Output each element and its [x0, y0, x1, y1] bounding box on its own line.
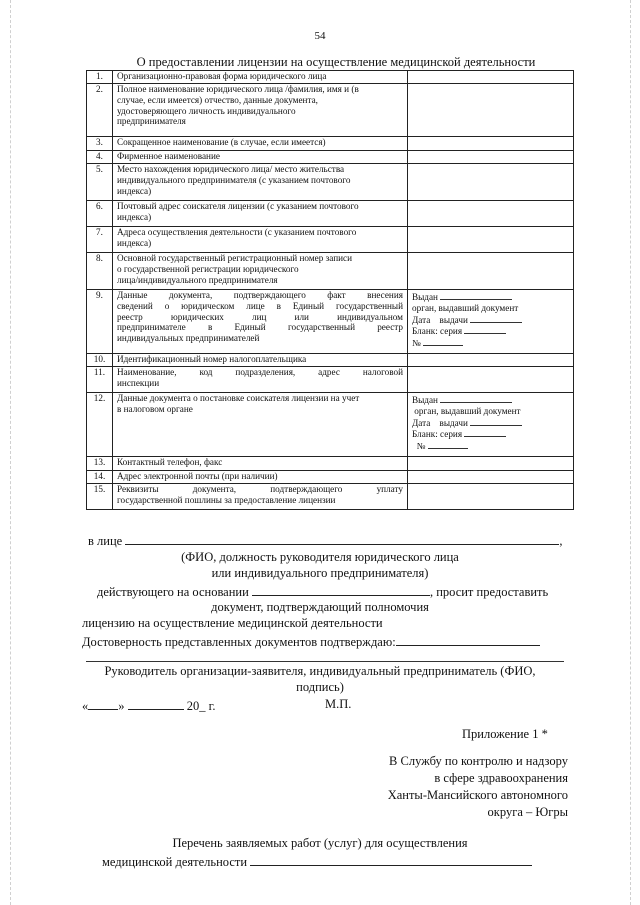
- row-label: Идентификационный номер налогоплательщика: [113, 354, 408, 367]
- row-value-cell[interactable]: [408, 484, 574, 510]
- row-number: 3.: [87, 137, 113, 151]
- addressee-line-2: в сфере здравоохранения: [434, 771, 568, 785]
- issued-field[interactable]: [440, 394, 512, 403]
- row-number: 8.: [87, 253, 113, 290]
- row-number: 10.: [87, 354, 113, 367]
- addressee-line-1: В Службу по контролю и надзору: [389, 754, 568, 768]
- row-label: Адреса осуществления деятельности (с указанием почтового индекса): [113, 227, 408, 253]
- row-label: Основной государственный регистрационный номер записи о государственной регистрации юридического лица/индивидуального предпринимателя: [113, 253, 408, 290]
- row-number: 12.: [87, 393, 113, 457]
- row-number: 4.: [87, 151, 113, 164]
- table-row: [87, 164, 574, 201]
- day-field[interactable]: [88, 697, 118, 710]
- row-value-cell[interactable]: [408, 253, 574, 290]
- table-row: [87, 484, 574, 510]
- row-value-cell[interactable]: [408, 201, 574, 227]
- row-value-cell[interactable]: [408, 151, 574, 164]
- license-line: лицензию на осуществление медицинской деятельности: [82, 616, 383, 630]
- basis-document-field[interactable]: [252, 583, 430, 596]
- table-row: [87, 471, 574, 484]
- scan-edge-left: [10, 0, 11, 905]
- in-person-line: в лице ,: [88, 534, 563, 548]
- table-row: [87, 227, 574, 253]
- addressee-line-4: округа – Югры: [487, 805, 568, 819]
- scan-edge-right: [630, 0, 631, 905]
- row-value-cell[interactable]: [408, 457, 574, 471]
- row-label: Фирменное наименование: [113, 151, 408, 164]
- document-number-field[interactable]: [428, 440, 468, 449]
- stamp-mark: М.П.: [325, 697, 352, 711]
- services-list-title: Перечень заявляемых работ (услуг) для осуществления: [172, 836, 468, 850]
- row-label: Данные документа о постановке соискателя лицензии на учет в налоговом органе: [113, 393, 408, 457]
- signature-rule[interactable]: [86, 661, 564, 662]
- row-number: 7.: [87, 227, 113, 253]
- confirm-field[interactable]: [396, 633, 540, 646]
- confirm-line: Достоверность представленных документов подтверждаю:: [82, 633, 540, 650]
- row-value-cell[interactable]: [408, 71, 574, 84]
- table-row: [87, 137, 574, 151]
- row-value-cell[interactable]: [408, 354, 574, 367]
- row-number: 11.: [87, 367, 113, 393]
- form-series-field[interactable]: [464, 428, 506, 437]
- doc-caption: документ, подтверждающий полномочия: [211, 600, 429, 614]
- row-label: Данные документа, подтверждающего факт внесения сведений о юридическом лице в Единый государственный реестр юридических лиц или индивидуальном предпринимателе в Единый государственный реестр индивидуальных предпринимателей: [113, 290, 408, 354]
- row-label: Организационно-правовая форма юридического лица: [113, 71, 408, 84]
- date-line: « » 20_ г.: [82, 699, 216, 713]
- application-form-table: [86, 70, 574, 510]
- services-list-title-2-line: медицинской деятельности: [102, 853, 532, 870]
- row-number: 13.: [87, 457, 113, 471]
- document-number-field[interactable]: [423, 337, 463, 346]
- table-row: [87, 84, 574, 137]
- row-label: Адрес электронной почты (при наличии): [113, 471, 408, 484]
- row-value-cell[interactable]: [408, 84, 574, 137]
- signer-caption-2: подпись): [296, 680, 344, 694]
- addressee-line-3: Ханты-Мансийского автономного: [387, 788, 568, 802]
- issue-date-field[interactable]: [470, 314, 522, 323]
- row-value-cell[interactable]: [408, 367, 574, 393]
- row-value-cell[interactable]: [408, 137, 574, 151]
- representative-field[interactable]: [125, 532, 559, 545]
- tax-registration-details: Выдан орган, выдавший документ Дата выдачи Бланк: серия №: [408, 393, 574, 457]
- row-number: 5.: [87, 164, 113, 201]
- egrul-document-details: Выдан орган, выдавший документ Дата выдачи Бланк: серия №: [408, 290, 574, 354]
- table-row: [87, 253, 574, 290]
- table-row: [87, 457, 574, 471]
- fio-caption-1: (ФИО, должность руководителя юридического лица: [181, 550, 459, 564]
- table-row: [87, 354, 574, 367]
- fio-caption-2: или индивидуального предпринимателя): [211, 566, 429, 580]
- signer-caption-1: Руководитель организации-заявителя, индивидуальный предприниматель (ФИО,: [104, 664, 536, 678]
- issue-date-field[interactable]: [470, 417, 522, 426]
- row-label: Полное наименование юридического лица /фамилия, имя и (в случае, если имеется) отчество, данные документа, удостоверяющего личность индивидуального предпринимателя: [113, 84, 408, 137]
- form-series-field[interactable]: [464, 325, 506, 334]
- row-number: 15.: [87, 484, 113, 510]
- page-number: 54: [314, 30, 326, 42]
- row-label: Место нахождения юридического лица/ место жительства индивидуального предпринимателя (с указанием почтового индекса): [113, 164, 408, 201]
- row-number: 14.: [87, 471, 113, 484]
- row-number: 9.: [87, 290, 113, 354]
- appendix-title: Приложение 1 *: [462, 727, 548, 741]
- table-row: [87, 201, 574, 227]
- row-number: 2.: [87, 84, 113, 137]
- table-row: [87, 151, 574, 164]
- row-label: Контактный телефон, факс: [113, 457, 408, 471]
- row-value-cell[interactable]: [408, 227, 574, 253]
- row-label: Наименование, код подразделения, адрес налоговой инспекции: [113, 367, 408, 393]
- row-label: Сокращенное наименование (в случае, если имеется): [113, 137, 408, 151]
- acting-basis-line: действующего на основании , просит предоставить: [97, 585, 549, 599]
- table-row: [87, 290, 574, 354]
- table-row: [87, 71, 574, 84]
- row-label: Реквизиты документа, подтверждающего уплату государственной пошлины за предоставление лицензии: [113, 484, 408, 510]
- row-number: 1.: [87, 71, 113, 84]
- issued-field[interactable]: [440, 291, 512, 300]
- table-row: [87, 367, 574, 393]
- month-field[interactable]: [128, 697, 184, 710]
- form-title: О предоставлении лицензии на осуществление медицинской деятельности: [136, 55, 536, 69]
- row-label: Почтовый адрес соискателя лицензии (с указанием почтового индекса): [113, 201, 408, 227]
- row-value-cell[interactable]: [408, 164, 574, 201]
- row-value-cell[interactable]: [408, 471, 574, 484]
- activity-field[interactable]: [250, 853, 532, 866]
- row-number: 6.: [87, 201, 113, 227]
- table-row: [87, 393, 574, 457]
